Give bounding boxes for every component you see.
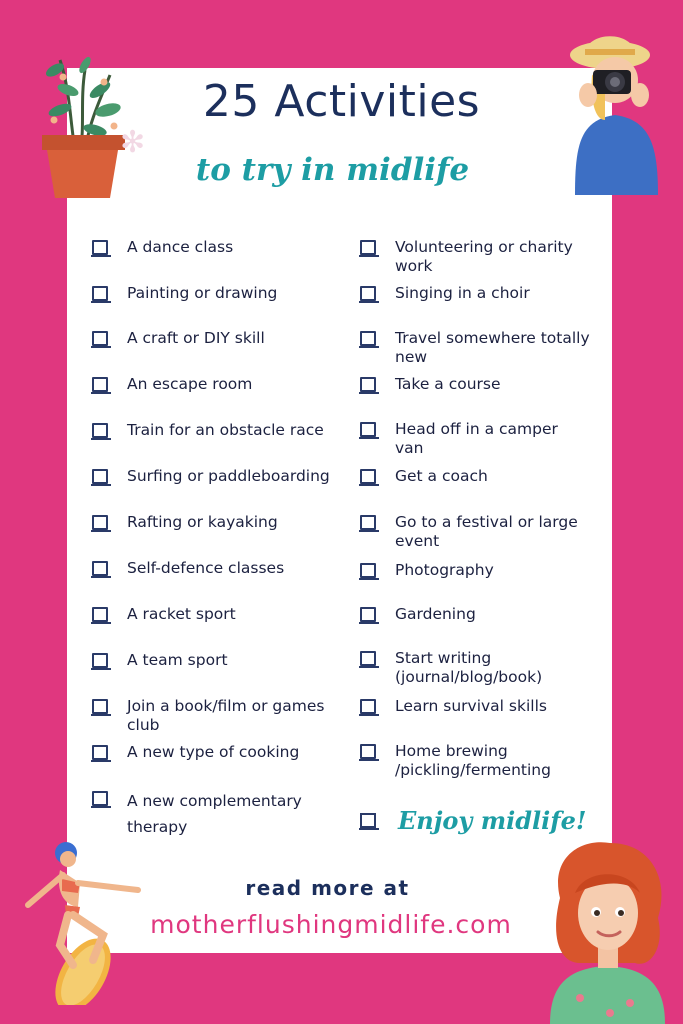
checkbox-icon[interactable]: [360, 699, 376, 714]
checkbox-icon[interactable]: [360, 607, 376, 622]
checklist-item-label: Painting or drawing: [127, 284, 278, 302]
checklist-item-label: A team sport: [127, 651, 228, 669]
checkbox-icon[interactable]: [92, 377, 108, 392]
checklist-item-label: Start writing (journal/blog/book): [395, 649, 543, 686]
checklist-item-label: A new complementary therapy: [127, 792, 302, 836]
checkbox-icon[interactable]: [360, 563, 376, 578]
checklist-item-label: A racket sport: [127, 605, 236, 623]
checkbox-icon[interactable]: [92, 240, 108, 255]
checkbox-icon[interactable]: [92, 653, 108, 668]
checkbox-icon[interactable]: [92, 561, 108, 576]
checkbox-icon[interactable]: [92, 331, 108, 346]
checklist-item-label: Join a book/film or games club: [127, 697, 325, 734]
checklist-item-label: Singing in a choir: [395, 284, 530, 302]
checkbox-icon[interactable]: [360, 240, 376, 255]
checklist-item-label: A dance class: [127, 238, 234, 256]
read-more-text: read more at: [245, 876, 410, 900]
checklist-item-label: Surfing or paddleboarding: [127, 467, 330, 485]
sparkle-icon: ✻: [120, 125, 146, 160]
checklist-item-label: Self-defence classes: [127, 559, 285, 577]
checklist-item-label: A new type of cooking: [127, 743, 300, 761]
checkbox-icon[interactable]: [92, 286, 108, 301]
checkbox-icon[interactable]: [360, 813, 376, 828]
checklist-item-label: Get a coach: [395, 467, 488, 485]
checklist-item-label: Gardening: [395, 605, 476, 623]
checklist-item-label: Head off in a camper van: [395, 420, 558, 457]
checkbox-icon[interactable]: [360, 744, 376, 759]
checkbox-icon[interactable]: [360, 651, 376, 666]
checklist-item-label: Rafting or kayaking: [127, 513, 278, 531]
checklist-item-label: Travel somewhere totally new: [395, 329, 590, 366]
checklist-item-label: An escape room: [127, 375, 253, 393]
checkbox-icon[interactable]: [92, 469, 108, 484]
checklist-item-label: Go to a festival or large event: [395, 513, 578, 550]
checkbox-icon[interactable]: [92, 607, 108, 622]
checkbox-icon[interactable]: [360, 469, 376, 484]
checkbox-icon[interactable]: [92, 745, 108, 760]
checkbox-icon[interactable]: [92, 791, 108, 806]
checklist-item-label: Train for an obstacle race: [127, 421, 324, 439]
checklist-item-label: Volunteering or charity work: [395, 238, 573, 275]
checkbox-icon[interactable]: [360, 377, 376, 392]
page-subtitle: to try in midlife: [195, 152, 470, 188]
checkbox-icon[interactable]: [360, 331, 376, 346]
website-link[interactable]: motherflushingmidlife.com: [150, 910, 512, 939]
page-title: 25 Activities: [202, 76, 481, 127]
checkbox-icon[interactable]: [360, 515, 376, 530]
checkbox-icon[interactable]: [360, 286, 376, 301]
checkbox-icon[interactable]: [360, 422, 376, 437]
checklist-item-label: Learn survival skills: [395, 697, 547, 715]
checklist-item-label: A craft or DIY skill: [127, 329, 265, 347]
checklist-item-label: Photography: [395, 561, 494, 579]
checkbox-icon[interactable]: [92, 699, 108, 714]
checkbox-icon[interactable]: [92, 515, 108, 530]
checklist-item-label: Take a course: [395, 375, 501, 393]
enjoy-label: Enjoy midlife!: [398, 806, 587, 835]
checkbox-icon[interactable]: [92, 423, 108, 438]
checklist-item-label: Home brewing /pickling/fermenting: [395, 742, 551, 779]
